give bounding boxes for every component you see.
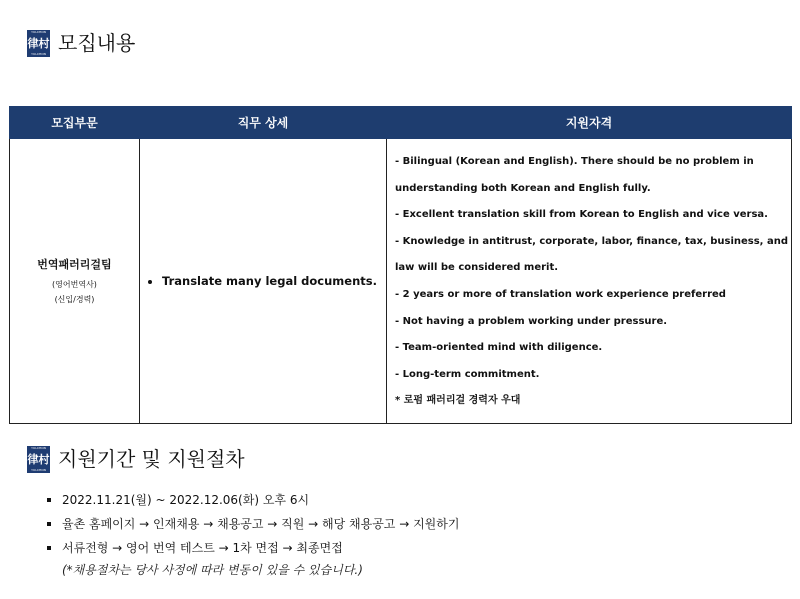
section-title-recruitment: 모집내용 [58,31,136,55]
logo-bottom-text: YULCHON [31,52,46,56]
job-detail-cell [140,139,387,424]
header-job-detail: 직무 상세 [140,107,387,139]
qualification-line: - Excellent translation skill from Korean to English and vice versa. [395,209,768,221]
section-title-application: 지원기간 및 지원절차 [58,447,245,471]
header-department: 모집부문 [10,107,140,139]
section-header-recruitment [27,30,135,57]
qualification-line: understanding both Korean and English fully. [395,182,651,194]
qualification-line: - Team-oriented mind with diligence. [395,342,603,354]
department-name: 번역패러리걸팀 [37,257,112,271]
qualification-line: - Knowledge in antitrust, corporate, labor, finance, tax, business, and [395,235,788,247]
qualification-line: - Long-term commitment. [395,368,540,380]
list-item: 율촌 홈페이지 → 인재채용 → 채용공고 → 직원 → 해당 채용공고 → 지원하기 [44,512,459,536]
job-detail-item: • Translate many legal documents. [162,274,386,288]
recruitment-table [9,106,792,424]
department-sub-role: (영어번역사) [52,279,97,289]
logo-bottom-text: YULCHON [31,468,46,472]
header-qualifications: 지원자격 [387,107,792,139]
department-cell [10,139,140,424]
yulchon-logo [27,446,50,473]
table-header-row [10,107,792,139]
qualifications-cell [387,139,792,424]
process-note: (*채용절차는 당사 사정에 따라 변동이 있을 수 있습니다.) [62,563,363,577]
section-header-application [27,446,245,473]
qualification-line: - Not having a problem working under pressure. [395,315,668,327]
qualification-line: * 로펌 패러리걸 경력자 우대 [395,395,521,407]
qualification-line: law will be considered merit. [395,262,559,274]
logo-mark: 律村 [27,36,50,50]
department-sub-level: (신입/경력) [54,294,95,304]
list-item: 서류전형 → 영어 번역 테스트 → 1차 면접 → 최종면접 [44,536,459,560]
qualification-line: - 2 years or more of translation work experience preferred [395,288,726,300]
table-row [10,139,792,424]
yulchon-logo [27,30,50,57]
logo-mark: 律村 [27,452,50,466]
qualification-line: - Bilingual (Korean and English). There should be no problem in [395,156,754,167]
list-item: 2022.11.21(월) ~ 2022.12.06(화) 오후 6시 [44,488,459,512]
logo-top-text: YULCHON [31,30,46,34]
application-steps-list [44,488,459,560]
logo-top-text: YULCHON [31,446,46,450]
